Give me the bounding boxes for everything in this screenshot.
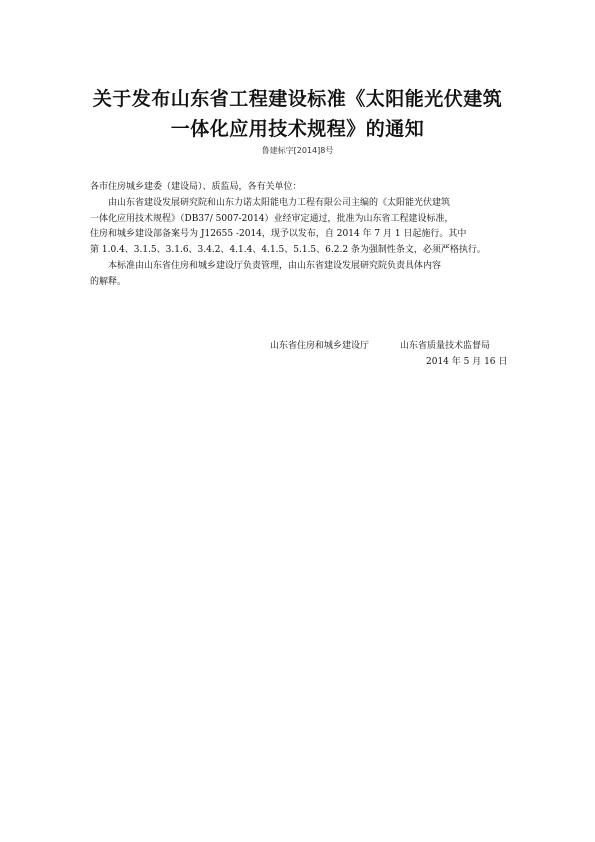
document-title-line-1: 关于发布山东省工程建设标准《太阳能光伏建筑: [92, 88, 503, 110]
paragraph-1-line: 住房和城乡建设部备案号为 J12655 -2014，现予以发布，自 2014 年 7 月 1 日起施行。其中: [90, 229, 467, 239]
paragraph-2-line: 本标准由山东省住房和城乡建设厅负责管理，由山东省建设发展研究院负责具体内容: [108, 261, 442, 271]
paragraph-1-line: 第 1.0.4、3.1.5、3.1.6、3.4.2、4.1.4、4.1.5、5.1.5、6.2.2 条为强制性条文，必须严格执行。: [90, 244, 486, 255]
signature-date: 2014 年 5 月 16 日: [426, 357, 508, 367]
signature-org-quality-bureau: 山东省质量技术监督局: [400, 341, 491, 351]
paragraph-2: [90, 259, 520, 290]
document-number: 鲁建标字[2014]8号: [261, 146, 334, 155]
salutation-text: 各市住房城乡建委（建设局）、质监局，各有关单位：: [90, 182, 302, 192]
paragraph-2-line: 的解释。: [90, 276, 127, 287]
paragraph-1-line: 一体化应用技术规程》（DB37/ 5007-2014）业经审定通过，批准为山东省工程建设标准，: [90, 213, 454, 224]
paragraph-1-line: 由山东省建设发展研究院和山东力诺太阳能电力工程有限公司主编的《太阳能光伏建筑: [108, 198, 451, 208]
document-title-line-2: 一体化应用技术规程》的通知: [170, 118, 425, 140]
salutation: [90, 180, 520, 196]
paragraph-1: [90, 196, 520, 258]
signature-org-housing-department: 山东省住房和城乡建设厅: [270, 341, 370, 351]
